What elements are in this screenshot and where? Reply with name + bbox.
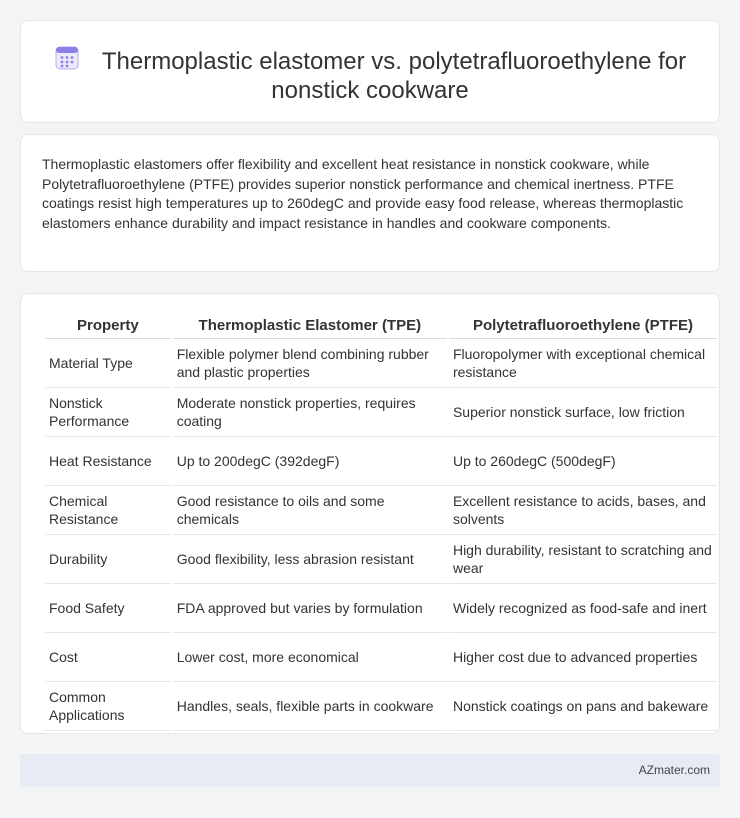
table-row bbox=[45, 682, 717, 731]
cell-property: Material Type bbox=[45, 339, 171, 388]
page-title: Thermoplastic elastomer vs. polytetrafluoroethylene for nonstick cookware bbox=[101, 48, 687, 104]
table-row bbox=[45, 633, 717, 682]
cell-property: Food Safety bbox=[45, 584, 171, 633]
cell-property: Cost bbox=[45, 633, 171, 682]
table-row bbox=[45, 437, 717, 486]
cell-ptfe: Superior nonstick surface, low friction bbox=[449, 388, 717, 437]
page-title-wrap bbox=[21, 45, 719, 105]
summary-card bbox=[20, 134, 720, 272]
cell-ptfe: Up to 260degC (500degF) bbox=[449, 437, 717, 486]
table-row bbox=[45, 584, 717, 633]
cell-tpe: Good resistance to oils and some chemicals bbox=[173, 486, 447, 535]
header-tpe: Thermoplastic Elastomer (TPE) bbox=[173, 316, 447, 339]
comparison-table bbox=[43, 316, 719, 731]
table-row bbox=[45, 535, 717, 584]
cell-property: Nonstick Performance bbox=[45, 388, 171, 437]
footer-bar bbox=[20, 754, 720, 787]
cell-tpe: Up to 200degC (392degF) bbox=[173, 437, 447, 486]
cell-ptfe: Excellent resistance to acids, bases, and solvents bbox=[449, 486, 717, 535]
cell-ptfe: High durability, resistant to scratching and wear bbox=[449, 535, 717, 584]
title-card bbox=[20, 20, 720, 123]
cell-tpe: Good flexibility, less abrasion resistant bbox=[173, 535, 447, 584]
comparison-card bbox=[20, 293, 720, 734]
cell-property: Chemical Resistance bbox=[45, 486, 171, 535]
cell-ptfe: Widely recognized as food-safe and inert bbox=[449, 584, 717, 633]
cell-ptfe: Nonstick coatings on pans and bakeware bbox=[449, 682, 717, 731]
table-row bbox=[45, 486, 717, 535]
header-ptfe: Polytetrafluoroethylene (PTFE) bbox=[449, 316, 717, 339]
cell-tpe: Moderate nonstick properties, requires coating bbox=[173, 388, 447, 437]
table-header-row bbox=[45, 316, 717, 339]
cell-tpe: Handles, seals, flexible parts in cookware bbox=[173, 682, 447, 731]
footer-site: AZmater.com bbox=[638, 763, 710, 777]
table-icon bbox=[54, 45, 80, 71]
header-property: Property bbox=[45, 316, 171, 339]
table-row bbox=[45, 339, 717, 388]
summary-text: Thermoplastic elastomers offer flexibility and excellent heat resistance in nonstick cookware, while Polytetrafluoroethylene (PTFE) provides superior nonstick performance and chemical inertness. PTFE coatings resist high temperatures up to 260degC and provide easy food release, whereas thermoplastic elastomers enhance durability and impact resistance in handles and cookware components. bbox=[42, 156, 684, 231]
cell-property: Heat Resistance bbox=[45, 437, 171, 486]
cell-property: Common Applications bbox=[45, 682, 171, 731]
cell-tpe: Lower cost, more economical bbox=[173, 633, 447, 682]
cell-tpe: Flexible polymer blend combining rubber and plastic properties bbox=[173, 339, 447, 388]
cell-ptfe: Higher cost due to advanced properties bbox=[449, 633, 717, 682]
table-row bbox=[45, 388, 717, 437]
cell-ptfe: Fluoropolymer with exceptional chemical resistance bbox=[449, 339, 717, 388]
cell-property: Durability bbox=[45, 535, 171, 584]
cell-tpe: FDA approved but varies by formulation bbox=[173, 584, 447, 633]
